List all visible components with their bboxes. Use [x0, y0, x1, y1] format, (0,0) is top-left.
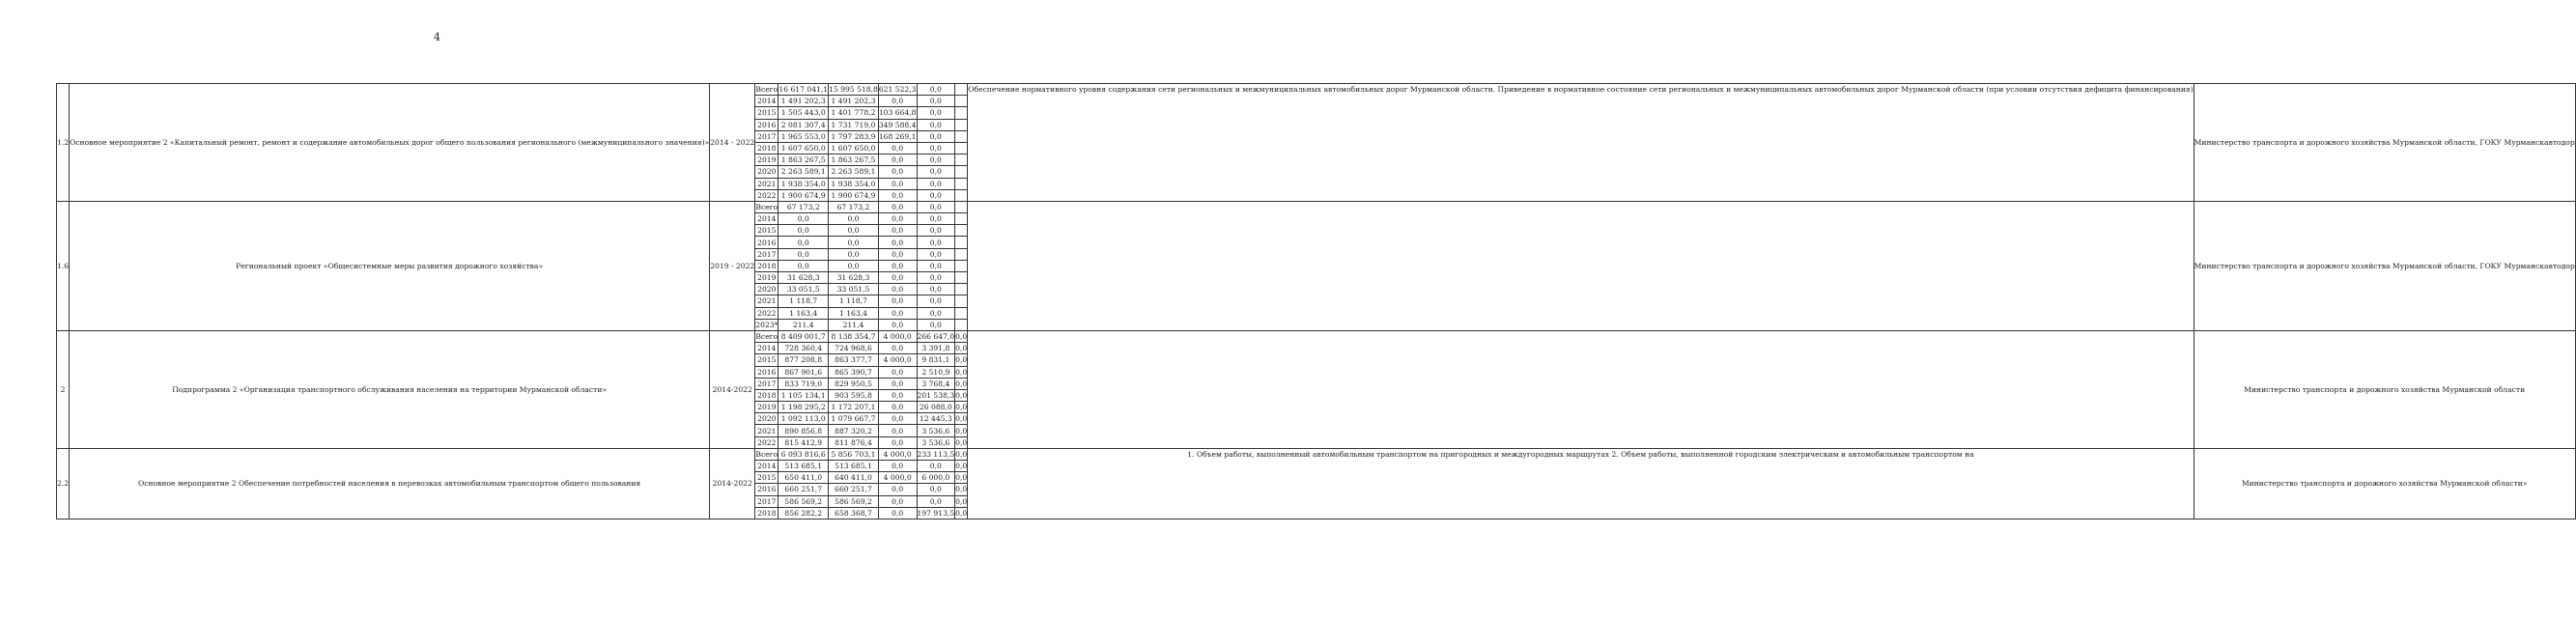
- amount-cell: 0,0: [878, 154, 917, 166]
- amount-cell: 728 360,4: [778, 343, 829, 354]
- amount-cell: 0,0: [955, 390, 968, 400]
- amount-cell: 0,0: [878, 178, 917, 189]
- amount-cell: 1 118,7: [829, 295, 879, 307]
- amount-cell: 0,0: [917, 484, 955, 495]
- amount-cell: [955, 225, 968, 237]
- amount-cell: 0,0: [917, 237, 955, 248]
- amount-cell: 0,0: [878, 237, 917, 248]
- row-year: 2020: [755, 413, 778, 425]
- amount-cell: 586 569,2: [829, 495, 879, 507]
- amount-cell: 3 536,6: [917, 436, 955, 448]
- row-year: 2020: [755, 284, 778, 295]
- block-code: 2.2: [57, 448, 70, 519]
- row-year: 2019: [755, 402, 778, 413]
- amount-cell: 0,0: [878, 461, 917, 472]
- amount-cell: [955, 119, 968, 130]
- row-year: Всего: [755, 202, 778, 211]
- amount-cell: 865 390,7: [829, 366, 879, 378]
- amount-cell: [955, 295, 968, 307]
- row-year: 2020: [755, 166, 778, 178]
- amount-cell: 1 491 202,3: [778, 96, 829, 107]
- amount-cell: 0,0: [878, 366, 917, 378]
- amount-cell: 15 995 518,8: [829, 85, 878, 95]
- amount-cell: [955, 319, 968, 330]
- block-period: 2014-2022: [710, 330, 755, 448]
- amount-cell: 1 105 134,1: [778, 389, 829, 401]
- amount-cell: 5 856 703,1: [829, 448, 879, 460]
- row-year: Всего: [755, 85, 778, 95]
- row-year: 2018: [755, 507, 778, 519]
- amount-cell: [955, 96, 968, 107]
- amount-cell: 0,0: [917, 213, 955, 225]
- amount-cell: 3 768,4: [917, 378, 955, 389]
- amount-cell: 887 320,2: [829, 425, 879, 436]
- amount-cell: 0,0: [878, 201, 917, 212]
- amount-cell: 0,0: [917, 495, 955, 507]
- amount-cell: 1 163,4: [778, 307, 829, 319]
- amount-cell: [955, 237, 968, 248]
- indicator-cell: [968, 201, 2194, 330]
- amount-cell: 26 088,0: [917, 402, 955, 413]
- amount-cell: 0,0: [955, 414, 968, 424]
- amount-cell: 0,0: [878, 142, 917, 154]
- amount-cell: 1 401 778,2: [829, 107, 879, 119]
- amount-cell: 0,0: [955, 496, 968, 506]
- indicator-cell: [968, 330, 2194, 448]
- row-year: 2016: [755, 237, 778, 248]
- amount-cell: 0,0: [917, 142, 955, 154]
- amount-cell: 0,0: [917, 130, 955, 142]
- amount-cell: 0,0: [917, 84, 955, 96]
- amount-cell: 0,0: [829, 237, 879, 248]
- amount-cell: 0,0: [917, 201, 955, 212]
- amount-cell: 0,0: [917, 248, 955, 260]
- amount-cell: 0,0: [778, 213, 829, 225]
- amount-cell: 1 118,7: [778, 295, 829, 307]
- amount-cell: 0,0: [878, 272, 917, 284]
- amount-cell: 0,0: [917, 119, 955, 130]
- amount-cell: 1 938 354,0: [778, 178, 829, 189]
- amount-cell: 0,0: [878, 248, 917, 260]
- amount-cell: 1 172 207,1: [829, 402, 879, 413]
- executor-cell: Министерство транспорта и дорожного хозяйства Мурманской области, ГОКУ Мурманскавтодор: [2194, 84, 2575, 202]
- amount-cell: 0,0: [917, 96, 955, 107]
- executor-cell: Министерство транспорта и дорожного хозяйства Мурманской области: [2194, 330, 2575, 448]
- amount-cell: 0,0: [829, 260, 879, 271]
- row-year: 2021: [755, 178, 778, 189]
- amount-cell: 0,0: [878, 260, 917, 271]
- row-year: 2015: [755, 107, 778, 119]
- amount-cell: 0,0: [878, 213, 917, 225]
- row-year: 2022: [755, 436, 778, 448]
- block-period: 2019 - 2022: [710, 201, 755, 330]
- block-code: 1.6: [57, 201, 70, 330]
- amount-cell: 31 628,3: [778, 272, 829, 284]
- amount-cell: 0,0: [878, 307, 917, 319]
- amount-cell: 1 863 267,5: [829, 154, 879, 166]
- amount-cell: 0,0: [917, 284, 955, 295]
- amount-cell: 863 377,7: [829, 354, 879, 366]
- amount-cell: 4 000,0: [878, 472, 917, 484]
- block-code: 2: [57, 330, 70, 448]
- amount-cell: 0,0: [955, 355, 968, 365]
- amount-cell: 0,0: [917, 260, 955, 271]
- amount-cell: 0,0: [878, 425, 917, 436]
- amount-cell: 0,0: [878, 166, 917, 178]
- indicator-cell: Обеспечение нормативного уровня содержания сети региональных и межмуниципальных автомобильных дорог Мурманской области. Приведение в нормативное состояние сети региональных и межмуниципальных автомобильных дорог Мурманской области (при условии отсутствия дефицита финансирования): [968, 84, 2194, 202]
- amount-cell: 0,0: [878, 96, 917, 107]
- amount-cell: 1 092 113,0: [778, 413, 829, 425]
- block-period: 2014 - 2022: [710, 84, 755, 202]
- row-year: 2016: [755, 366, 778, 378]
- amount-cell: 33 051,5: [778, 284, 829, 295]
- amount-cell: 0,0: [878, 378, 917, 389]
- amount-cell: [955, 272, 968, 284]
- block-name: Основное мероприятие 2 Обеспечение потребностей населения в перевозках автомобильным транспортом общего пользования: [70, 448, 710, 519]
- row-year: Всего: [755, 449, 778, 459]
- block-name: Основное мероприятие 2 «Капитальный ремонт, ремонт и содержание автомобильных дорог общего пользования регионального (межмуниципального значения)»: [70, 84, 710, 202]
- amount-cell: [955, 201, 968, 212]
- amount-cell: 0,0: [778, 260, 829, 271]
- amount-cell: 0,0: [878, 507, 917, 519]
- block-code: 1.2: [57, 84, 70, 202]
- block-period: 2014-2022: [710, 448, 755, 519]
- amount-cell: 8 138 354,7: [829, 330, 879, 342]
- amount-cell: 660 251,7: [778, 484, 829, 495]
- amount-cell: [955, 307, 968, 319]
- amount-cell: 1 863 267,5: [778, 154, 829, 166]
- table-row: [57, 448, 2576, 460]
- amount-cell: 0,0: [878, 225, 917, 237]
- amount-cell: [955, 189, 968, 201]
- amount-cell: 0,0: [955, 508, 968, 518]
- row-year: 2016: [755, 484, 778, 495]
- amount-cell: 266 647,0: [917, 332, 955, 342]
- amount-cell: 1 797 283,9: [829, 130, 879, 142]
- amount-cell: 3 391,8: [917, 343, 955, 354]
- row-year: Всего: [755, 332, 778, 342]
- amount-cell: [955, 84, 968, 96]
- row-year: 2022: [755, 189, 778, 201]
- amount-cell: [955, 248, 968, 260]
- amount-cell: 31 628,3: [829, 272, 879, 284]
- amount-cell: 0,0: [955, 473, 968, 483]
- row-year: 2017: [755, 130, 778, 142]
- amount-cell: 0,0: [878, 389, 917, 401]
- amount-cell: 201 538,3: [917, 390, 955, 400]
- row-year: 2017: [755, 495, 778, 507]
- amount-cell: 829 950,5: [829, 378, 879, 389]
- amount-cell: [955, 260, 968, 271]
- amount-cell: 197 913,5: [917, 508, 955, 518]
- amount-cell: 0,0: [829, 248, 879, 260]
- amount-cell: 724 968,6: [829, 343, 879, 354]
- amount-cell: 0,0: [955, 344, 968, 353]
- amount-cell: 0,0: [829, 225, 879, 237]
- amount-cell: 1 965 553,0: [778, 130, 829, 142]
- row-year: 2015: [755, 354, 778, 366]
- amount-cell: 3 536,6: [917, 425, 955, 436]
- page-number: 4: [434, 31, 440, 43]
- row-year: 2019: [755, 154, 778, 166]
- amount-cell: 0,0: [917, 295, 955, 307]
- row-year: 2017: [755, 248, 778, 260]
- amount-cell: 0,0: [917, 189, 955, 201]
- amount-cell: 0,0: [955, 403, 968, 412]
- amount-cell: 2 081 307,4: [778, 119, 829, 130]
- amount-cell: 12 445,3: [917, 413, 955, 425]
- executor-cell: Министерство транспорта и дорожного хозяйства Мурманской области, ГОКУ Мурманскавтодор: [2194, 201, 2575, 330]
- amount-cell: 1 900 674,9: [829, 189, 879, 201]
- row-year: 2018: [755, 142, 778, 154]
- amount-cell: 6 093 816,6: [778, 448, 829, 460]
- amount-cell: 0,0: [878, 436, 917, 448]
- amount-cell: [955, 130, 968, 142]
- executor-cell: Министерство транспорта и дорожного хозяйства Мурманской области»: [2194, 448, 2575, 519]
- amount-cell: 0,0: [955, 426, 968, 435]
- amount-cell: 877 208,8: [778, 354, 829, 366]
- budget-table: [56, 83, 2576, 520]
- row-year: 2021: [755, 295, 778, 307]
- amount-cell: 0,0: [917, 107, 955, 119]
- amount-cell: [955, 213, 968, 225]
- amount-cell: 0,0: [778, 237, 829, 248]
- amount-cell: 513 685,1: [778, 461, 829, 472]
- amount-cell: 1 505 443,0: [778, 107, 829, 119]
- amount-cell: 2 263 589,1: [778, 166, 829, 178]
- amount-cell: 233 113,5: [917, 449, 955, 459]
- amount-cell: 1 900 674,9: [778, 189, 829, 201]
- block-name: Подпрограмма 2 «Организация транспортного обслуживания населения на территории Мурманской области»: [70, 330, 710, 448]
- amount-cell: 16 617 041,1: [778, 85, 829, 95]
- amount-cell: 621 522,3: [878, 85, 917, 95]
- table-row: [57, 201, 2576, 212]
- amount-cell: 0,0: [917, 307, 955, 319]
- amount-cell: [955, 166, 968, 178]
- amount-cell: 0,0: [917, 178, 955, 189]
- row-year: 2022: [755, 307, 778, 319]
- amount-cell: 1 731 719,0: [829, 119, 879, 130]
- amount-cell: 586 569,2: [778, 495, 829, 507]
- amount-cell: 0,0: [878, 284, 917, 295]
- amount-cell: 0,0: [917, 461, 955, 472]
- amount-cell: 9 831,1: [917, 354, 955, 366]
- amount-cell: 2 510,9: [917, 366, 955, 378]
- amount-cell: [955, 178, 968, 189]
- amount-cell: 0,0: [917, 272, 955, 284]
- amount-cell: 4 000,0: [878, 354, 917, 366]
- amount-cell: 2 263 589,1: [829, 166, 879, 178]
- amount-cell: 1 491 202,3: [829, 96, 879, 107]
- amount-cell: 211,4: [829, 319, 879, 330]
- amount-cell: 6 000,0: [917, 472, 955, 484]
- indicator-cell: 1. Объем работы, выполненный автомобильным транспортом на пригородных и междугородных маршрутах 2. Объем работы, выполненной городским электрическим и автомобильным транспортом на: [968, 448, 2194, 519]
- amount-cell: 811 876,4: [829, 436, 879, 448]
- amount-cell: 1 938 354,0: [829, 178, 879, 189]
- amount-cell: [955, 107, 968, 119]
- amount-cell: 67 173,2: [829, 201, 879, 212]
- row-year: 2014: [755, 461, 778, 472]
- row-year: 2014: [755, 96, 778, 107]
- amount-cell: 0,0: [955, 367, 968, 377]
- amount-cell: 890 856,8: [778, 425, 829, 436]
- row-year: 2015: [755, 225, 778, 237]
- amount-cell: 0,0: [917, 225, 955, 237]
- amount-cell: 1 607 650,0: [829, 142, 879, 154]
- table-row: [57, 84, 2576, 96]
- amount-cell: 0,0: [955, 332, 968, 342]
- amount-cell: 833 719,0: [778, 378, 829, 389]
- amount-cell: 0,0: [917, 166, 955, 178]
- amount-cell: 0,0: [878, 484, 917, 495]
- amount-cell: 903 595,8: [829, 389, 879, 401]
- amount-cell: 0,0: [878, 295, 917, 307]
- row-year: 2016: [755, 119, 778, 130]
- amount-cell: 0,0: [829, 213, 879, 225]
- amount-cell: 8 409 001,7: [778, 330, 829, 342]
- amount-cell: 1 079 667,7: [829, 413, 879, 425]
- amount-cell: 658 368,7: [829, 507, 879, 519]
- amount-cell: 0,0: [955, 437, 968, 447]
- amount-cell: 4 000,0: [878, 330, 917, 342]
- row-year: 2015: [755, 472, 778, 484]
- amount-cell: 67 173,2: [778, 201, 829, 212]
- amount-cell: 640 411,0: [829, 472, 879, 484]
- amount-cell: 0,0: [778, 225, 829, 237]
- amount-cell: [955, 154, 968, 166]
- row-year: 2018: [755, 389, 778, 401]
- amount-cell: 815 412,9: [778, 436, 829, 448]
- row-year: 2017: [755, 378, 778, 389]
- row-year: 2023*: [755, 320, 778, 329]
- amount-cell: [955, 142, 968, 154]
- amount-cell: [955, 284, 968, 295]
- amount-cell: 33 051,5: [829, 284, 879, 295]
- amount-cell: 0,0: [917, 154, 955, 166]
- row-year: 2019: [755, 272, 778, 284]
- amount-cell: 513 685,1: [829, 461, 879, 472]
- row-year: 2014: [755, 343, 778, 354]
- amount-cell: 867 901,6: [778, 366, 829, 378]
- amount-cell: 0,0: [955, 379, 968, 388]
- amount-cell: 0,0: [878, 189, 917, 201]
- amount-cell: 168 269,1: [878, 131, 917, 141]
- row-year: 2018: [755, 260, 778, 271]
- amount-cell: 0,0: [955, 449, 968, 459]
- block-name: Региональный проект «Общесистемные меры развития дорожного хозяйства»: [70, 201, 710, 330]
- table-row: [57, 330, 2576, 342]
- amount-cell: 0,0: [878, 402, 917, 413]
- row-year: 2014: [755, 213, 778, 225]
- amount-cell: 4 000,0: [878, 448, 917, 460]
- row-year: 2021: [755, 425, 778, 436]
- amount-cell: 0,0: [878, 343, 917, 354]
- amount-cell: 0,0: [955, 462, 968, 471]
- amount-cell: 0,0: [878, 495, 917, 507]
- amount-cell: 660 251,7: [829, 484, 879, 495]
- amount-cell: 1 163,4: [829, 307, 879, 319]
- amount-cell: 211,4: [778, 319, 829, 330]
- amount-cell: 349 588,4: [878, 120, 917, 129]
- amount-cell: 856 282,2: [778, 507, 829, 519]
- amount-cell: 0,0: [878, 413, 917, 425]
- amount-cell: 0,0: [778, 248, 829, 260]
- amount-cell: 0,0: [878, 319, 917, 330]
- amount-cell: 0,0: [917, 319, 955, 330]
- amount-cell: 0,0: [955, 485, 968, 494]
- amount-cell: 650 411,0: [778, 472, 829, 484]
- amount-cell: 103 664,8: [878, 108, 917, 118]
- amount-cell: 1 198 295,2: [778, 402, 829, 413]
- amount-cell: 1 607 650,0: [778, 142, 829, 154]
